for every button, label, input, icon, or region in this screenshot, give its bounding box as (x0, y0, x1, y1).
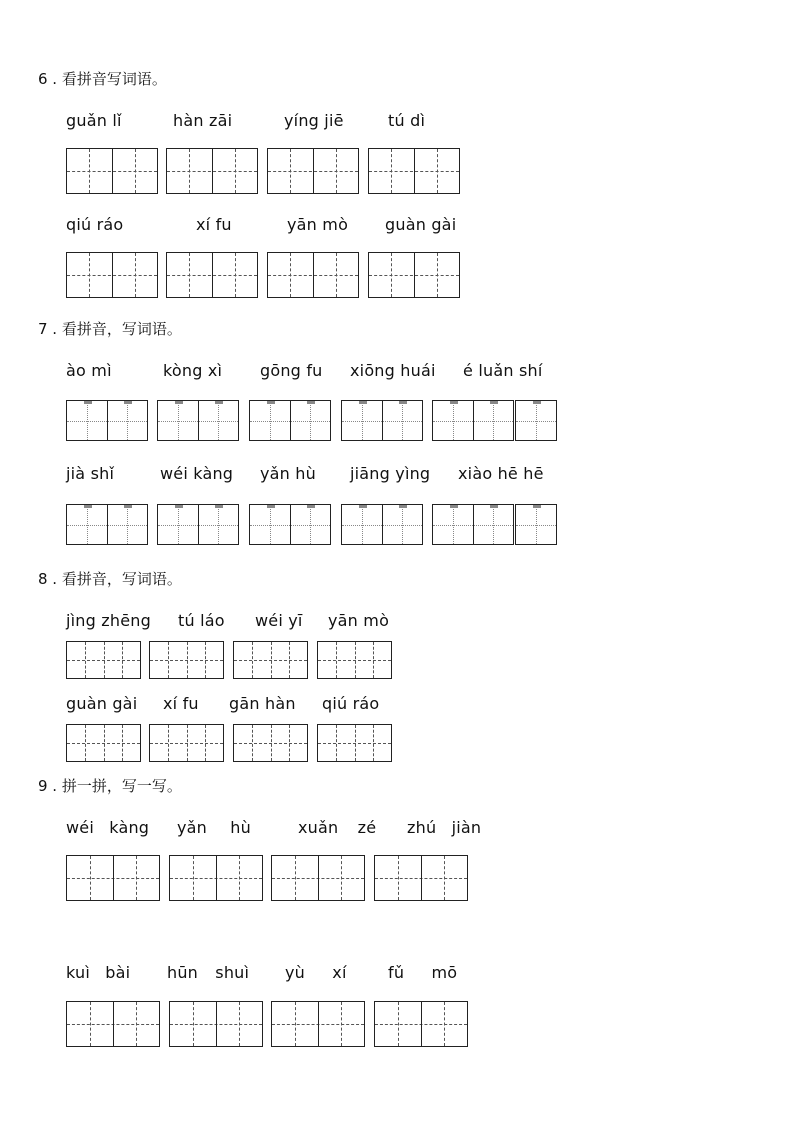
writing-box[interactable] (267, 252, 359, 298)
pinyin-label: kuì bài (66, 963, 131, 982)
writing-box[interactable] (66, 855, 160, 901)
writing-box[interactable] (157, 400, 239, 441)
writing-box[interactable] (66, 252, 158, 298)
writing-box[interactable] (169, 1001, 263, 1047)
pinyin-label: xí fu (196, 215, 232, 234)
writing-box[interactable] (66, 641, 141, 679)
pinyin-label: xiōng huái (350, 361, 436, 380)
writing-box[interactable] (233, 724, 308, 762)
pinyin-label: yǎn hù (260, 464, 316, 483)
section-6-heading: 6 . 看拼音写词语。 (38, 70, 167, 88)
pinyin-label: yān mò (287, 215, 349, 234)
writing-box[interactable] (341, 504, 423, 545)
pinyin-label: wéi kàng (160, 464, 234, 483)
section-8-heading: 8 . 看拼音，写词语。 (38, 570, 182, 588)
writing-box[interactable] (317, 724, 392, 762)
pinyin-label: gān hàn (229, 694, 296, 713)
writing-box[interactable] (341, 400, 423, 441)
pinyin-label: qiú ráo (322, 694, 380, 713)
pinyin-label: jìng zhēng (66, 611, 151, 630)
writing-box[interactable] (368, 252, 460, 298)
writing-box[interactable] (267, 148, 359, 194)
writing-box[interactable] (271, 1001, 365, 1047)
section-9-heading: 9 . 拼一拼，写一写。 (38, 777, 182, 795)
writing-box[interactable] (374, 855, 468, 901)
pinyin-label: yù xí (285, 963, 347, 982)
pinyin-label: yǎn hù (177, 818, 251, 837)
pinyin-label: gōng fu (260, 361, 323, 380)
pinyin-label: fǔ mō (388, 963, 458, 982)
pinyin-label: xiào hē hē (458, 464, 544, 483)
pinyin-label: wéi yī (255, 611, 303, 630)
pinyin-label: kòng xì (163, 361, 223, 380)
pinyin-label: xuǎn zé (298, 818, 377, 837)
writing-box[interactable] (149, 641, 224, 679)
pinyin-label: jià shǐ (66, 464, 115, 483)
pinyin-label: tú dì (388, 111, 426, 130)
writing-box[interactable] (149, 724, 224, 762)
writing-box[interactable] (374, 1001, 468, 1047)
writing-box[interactable] (249, 400, 331, 441)
writing-box[interactable] (368, 148, 460, 194)
pinyin-label: guǎn lǐ (66, 111, 122, 130)
writing-box[interactable] (432, 504, 514, 545)
writing-box[interactable] (432, 400, 514, 441)
writing-box[interactable] (66, 724, 141, 762)
pinyin-label: guàn gài (385, 215, 457, 234)
pinyin-label: tú láo (178, 611, 225, 630)
pinyin-label: é luǎn shí (463, 361, 543, 380)
writing-box[interactable] (66, 400, 148, 441)
writing-box[interactable] (157, 504, 239, 545)
pinyin-label: guàn gài (66, 694, 138, 713)
writing-box[interactable] (169, 855, 263, 901)
writing-box[interactable] (166, 148, 258, 194)
pinyin-label: jiāng yìng (350, 464, 431, 483)
writing-box[interactable] (66, 1001, 160, 1047)
writing-box[interactable] (271, 855, 365, 901)
writing-box[interactable] (166, 252, 258, 298)
pinyin-label: hūn shuì (167, 963, 250, 982)
section-7-heading: 7 . 看拼音，写词语。 (38, 320, 182, 338)
pinyin-label: yíng jiē (284, 111, 344, 130)
writing-box[interactable] (66, 148, 158, 194)
pinyin-label: qiú ráo (66, 215, 124, 234)
pinyin-label: zhú jiàn (407, 818, 482, 837)
pinyin-label: xí fu (163, 694, 199, 713)
writing-box[interactable] (317, 641, 392, 679)
pinyin-label: hàn zāi (173, 111, 233, 130)
pinyin-label: wéi kàng (66, 818, 150, 837)
pinyin-label: ào mì (66, 361, 112, 380)
writing-box[interactable] (515, 400, 557, 441)
writing-box[interactable] (66, 504, 148, 545)
writing-box[interactable] (515, 504, 557, 545)
writing-box[interactable] (249, 504, 331, 545)
pinyin-label: yān mò (328, 611, 390, 630)
writing-box[interactable] (233, 641, 308, 679)
